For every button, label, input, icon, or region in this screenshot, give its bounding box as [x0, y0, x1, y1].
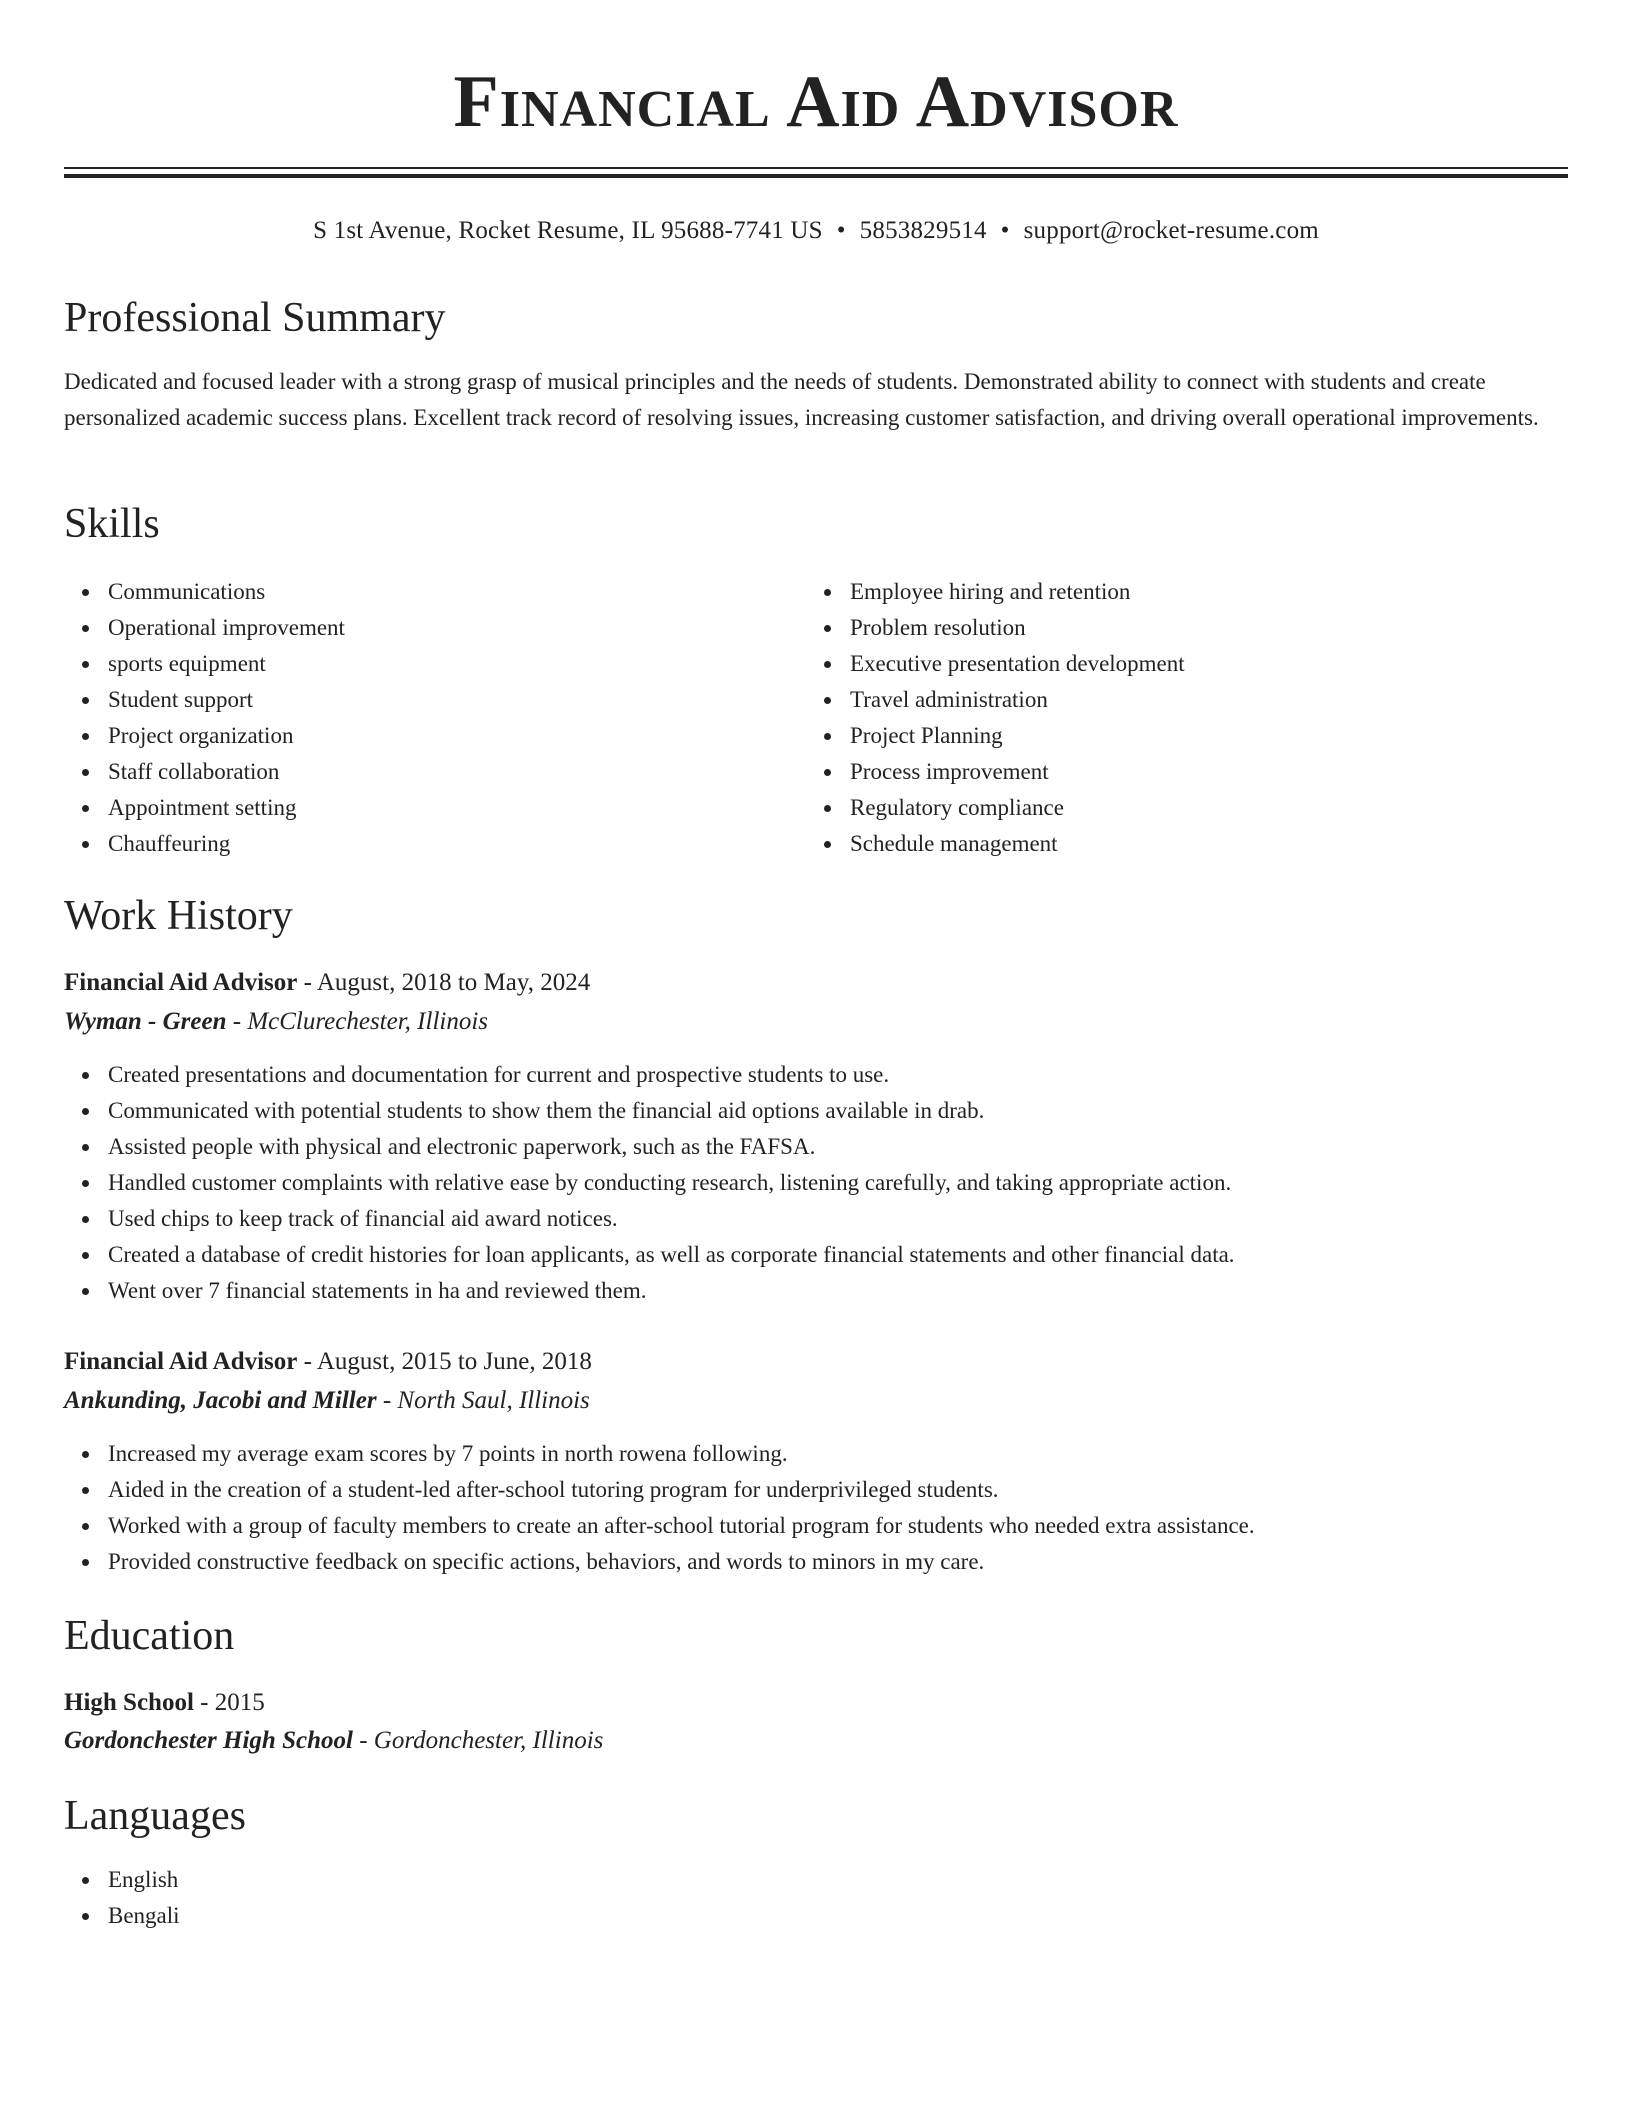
- job-duty-item: Worked with a group of faculty members to create an after-school tutorial program for students who needed extra assistance.: [64, 1508, 1568, 1544]
- languages-heading: Languages: [64, 1793, 246, 1839]
- job-duty-item: Aided in the creation of a student-led after-school tutoring program for underprivileged students.: [64, 1472, 1568, 1508]
- job-title-line: [64, 965, 590, 1001]
- contact-line: [64, 214, 1568, 248]
- title-divider-thin: [64, 167, 1568, 169]
- job-title: Financial Aid Advisor: [64, 969, 298, 996]
- company-name: Ankunding, Jacobi and Miller: [64, 1387, 377, 1414]
- education-heading: Education: [64, 1613, 235, 1659]
- skill-item: Problem resolution: [806, 610, 1506, 646]
- job-dates: - August, 2018 to May, 2024: [303, 969, 591, 996]
- summary-text: Dedicated and focused leader with a strong grasp of musical principles and the needs of students. Demonstrated ability to connect with students and create personalized academic success plans. Excellent track record of resolving issues, increasing customer satisfaction, and driving overall operational improvements.: [64, 369, 1539, 430]
- job-duty-item: Provided constructive feedback on specific actions, behaviors, and words to minors in my care.: [64, 1544, 1568, 1580]
- job-duties-list: [64, 1436, 1568, 1580]
- job-duty-item: Used chips to keep track of financial aid award notices.: [64, 1201, 1568, 1237]
- job-duty-item: Went over 7 financial statements in ha and reviewed them.: [64, 1273, 1568, 1309]
- job-duty-item: Increased my average exam scores by 7 points in north rowena following.: [64, 1436, 1568, 1472]
- languages-list: [64, 1862, 1568, 1934]
- skills-list-left: [64, 574, 764, 862]
- resume-title: Financial Aid Advisor: [453, 61, 1179, 143]
- company-line: [64, 1383, 590, 1419]
- resume-page: [64, 0, 1568, 1928]
- summary-heading: Professional Summary: [64, 295, 446, 341]
- work-history-heading: Work History: [64, 893, 293, 939]
- job-duty-item: Assisted people with physical and electronic paperwork, such as the FAFSA.: [64, 1129, 1568, 1165]
- skill-item: Project organization: [64, 718, 764, 754]
- language-item: English: [64, 1862, 1568, 1898]
- company-name: Wyman - Green: [64, 1008, 227, 1035]
- job-duty-item: Created a database of credit histories for loan applicants, as well as corporate financial statements and other financial data.: [64, 1237, 1568, 1273]
- education-school-line: [64, 1723, 603, 1759]
- skill-item: Staff collaboration: [64, 754, 764, 790]
- education-degree-line: [64, 1685, 265, 1721]
- school-name: Gordonchester High School: [64, 1727, 353, 1754]
- skill-item: Process improvement: [806, 754, 1506, 790]
- job-title: Financial Aid Advisor: [64, 1348, 298, 1375]
- skill-item: Schedule management: [806, 826, 1506, 862]
- skill-item: Executive presentation development: [806, 646, 1506, 682]
- job-dates: - August, 2015 to June, 2018: [303, 1348, 592, 1375]
- education-degree: High School: [64, 1689, 194, 1716]
- job-duties-list: [64, 1057, 1568, 1309]
- language-item: Bengali: [64, 1898, 1568, 1934]
- skill-item: Travel administration: [806, 682, 1506, 718]
- school-location: - Gordonchester, Illinois: [359, 1727, 604, 1754]
- skill-item: Appointment setting: [64, 790, 764, 826]
- title-divider-thick: [64, 174, 1568, 178]
- company-location: - North Saul, Illinois: [382, 1387, 590, 1414]
- job-duty-item: Communicated with potential students to show them the financial aid options available in drab.: [64, 1093, 1568, 1129]
- skill-item: Operational improvement: [64, 610, 764, 646]
- skill-item: Regulatory compliance: [806, 790, 1506, 826]
- skills-heading: Skills: [64, 501, 160, 547]
- job-duty-item: Created presentations and documentation for current and prospective students to use.: [64, 1057, 1568, 1093]
- skills-list-right: [806, 574, 1506, 862]
- skill-item: Employee hiring and retention: [806, 574, 1506, 610]
- contact-separator: •: [1000, 217, 1010, 244]
- skill-item: Communications: [64, 574, 764, 610]
- skill-item: Student support: [64, 682, 764, 718]
- job-title-line: [64, 1344, 592, 1380]
- contact-email: support@rocket-resume.com: [1023, 217, 1319, 244]
- skill-item: Project Planning: [806, 718, 1506, 754]
- skill-item: Chauffeuring: [64, 826, 764, 862]
- skill-item: sports equipment: [64, 646, 764, 682]
- contact-phone: 5853829514: [859, 217, 987, 244]
- education-year: - 2015: [200, 1689, 265, 1716]
- contact-address: S 1st Avenue, Rocket Resume, IL 95688-7741 US: [313, 217, 823, 244]
- contact-separator: •: [836, 217, 846, 244]
- job-duty-item: Handled customer complaints with relative ease by conducting research, listening carefully, and taking appropriate action.: [64, 1165, 1568, 1201]
- company-location: - McClurechester, Illinois: [232, 1008, 489, 1035]
- company-line: [64, 1004, 488, 1040]
